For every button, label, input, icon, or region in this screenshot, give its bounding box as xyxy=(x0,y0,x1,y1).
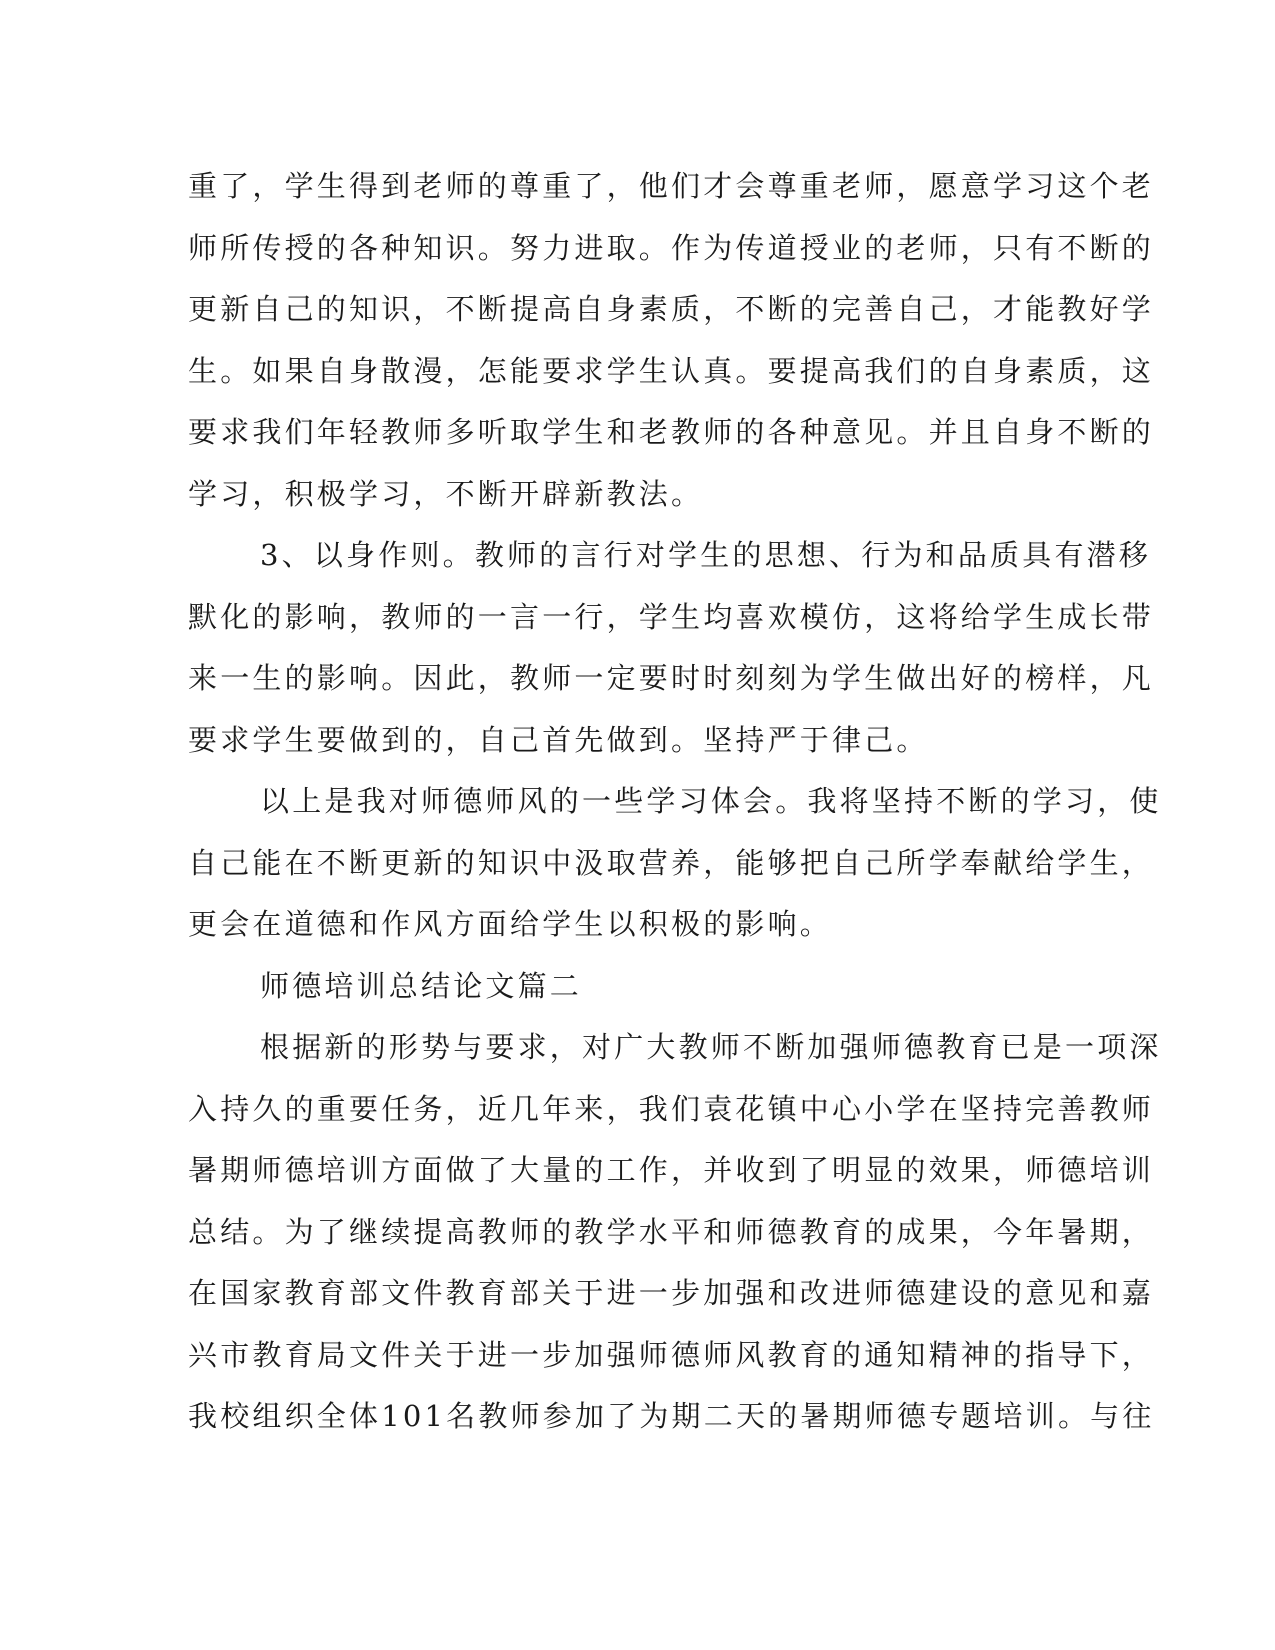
paragraph-start-line: 3、以身作则。教师的言行对学生的思想、行为和品质具有潜移 xyxy=(260,538,1152,572)
paragraph-start-line: 根据新的形势与要求，对广大教师不断加强师德教育已是一项深 xyxy=(260,1030,1162,1064)
paragraph-start-line: 以上是我对师德师风的一些学习体会。我将坚持不断的学习，使 xyxy=(260,784,1162,818)
text-line: 在国家教育部文件教育部关于进一步加强和改进师德建设的意见和嘉 xyxy=(188,1276,1155,1310)
body-text xyxy=(188,156,1162,1448)
text-line: 生。如果自身散漫，怎能要求学生认真。要提高我们的自身素质，这 xyxy=(188,353,1155,388)
text-line: 学习，积极学习，不断开辟新教法。 xyxy=(188,476,704,511)
text-line: 暑期师德培训方面做了大量的工作，并收到了明显的效果，师德培训 xyxy=(188,1153,1155,1187)
text-line: 自己能在不断更新的知识中汲取营养，能够把自己所学奉献给学生， xyxy=(188,845,1155,880)
text-line: 我校组织全体101名教师参加了为期二天的暑期师德专题培训。与往 xyxy=(188,1399,1155,1433)
text-line: 要求学生要做到的，自己首先做到。坚持严于律己。 xyxy=(188,722,929,757)
text-line: 更会在道德和作风方面给学生以积极的影响。 xyxy=(188,907,833,941)
text-line: 兴市教育局文件关于进一步加强师德师风教育的通知精神的指导下， xyxy=(188,1337,1155,1372)
text-line: 默化的影响，教师的一言一行，学生均喜欢模仿，这将给学生成长带 xyxy=(188,599,1155,634)
text-line: 来一生的影响。因此，教师一定要时时刻刻为学生做出好的榜样，凡 xyxy=(188,661,1155,695)
text-line: 入持久的重要任务，近几年来，我们袁花镇中心小学在坚持完善教师 xyxy=(188,1091,1155,1126)
section-heading: 师德培训总结论文篇二 xyxy=(260,968,583,1003)
text-line: 重了，学生得到老师的尊重了，他们才会尊重老师，愿意学习这个老 xyxy=(188,169,1155,203)
text-line: 师所传授的各种知识。努力进取。作为传道授业的老师，只有不断的 xyxy=(188,230,1155,265)
text-line: 总结。为了继续提高教师的教学水平和师德教育的成果，今年暑期， xyxy=(188,1214,1155,1249)
text-line: 要求我们年轻教师多听取学生和老教师的各种意见。并且自身不断的 xyxy=(188,415,1155,449)
text-line: 更新自己的知识，不断提高自身素质，不断的完善自己，才能教好学 xyxy=(188,292,1155,326)
